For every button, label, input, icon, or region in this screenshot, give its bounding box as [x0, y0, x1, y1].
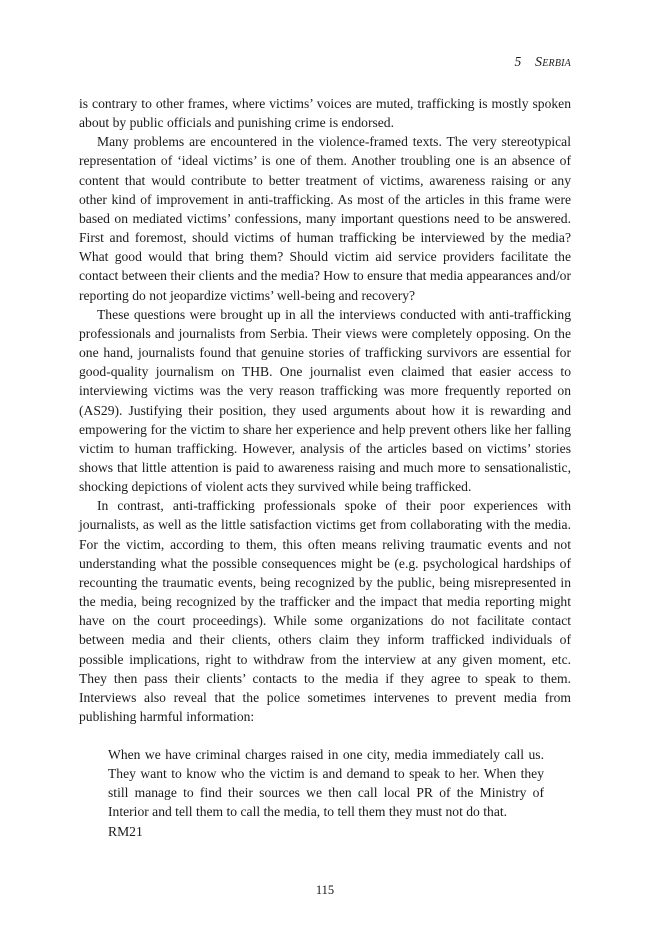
running-head — [515, 54, 572, 71]
chapter-title: Serbia — [535, 55, 571, 70]
body-text — [79, 94, 571, 726]
paragraph: These questions were brought up in all the interviews conducted with anti-trafficking professionals and journalists from Serbia. Their views were completely opposing. On the one hand, journalists found that genuine stories of trafficking survivors are essential for good-quality journalism on THB. One journalist even claimed that easier access to interviewing victims was the very reason trafficking was more frequently reported on (AS29). Justifying their position, they used arguments about how it is rewarding and empowering for the victim to share her experience and help prevent others like her falling victim to human trafficking. However, analysis of the articles based on victims’ stories shows that little attention is paid to awareness raising and much more to sensationalistic, shocking depictions of violent acts they survived while being trafficked. — [79, 306, 571, 495]
chapter-number: 5 — [514, 54, 522, 69]
page-number: 115 — [315, 883, 335, 897]
quote-source: RM21 — [108, 823, 143, 839]
paragraph-continued: is contrary to other frames, where victims’ voices are muted, trafficking is mostly spoken about by public officials and punishing crime is endorsed. — [79, 96, 571, 131]
quote-text: When we have criminal charges raised in one city, media immediately call us. They want to know who the victim is and demand to speak to her. When they still manage to find their sources we then call local PR of the Ministry of Interior and tell them to call the media, to tell them they must not do that. — [108, 747, 544, 820]
paragraph: In contrast, anti-trafficking professionals spoke of their poor experiences with journalists, as well as the little satisfaction victims get from collaborating with the media. For the victim, according to them, this often means reliving traumatic events and not understanding what the possible consequences might be (e.g. psychological hardships of recounting the traumatic events, being recognized by the public, being misrepresented in the media, being recognized by the trafficker and the impact that media reporting might have on the court proceedings). While some organizations do not facilitate contact between media and their clients, others claim they inform trafficked individuals of possible implications, right to withdraw from the interview at any given moment, etc. They then pass their clients’ contacts to the media if they agree to speak to them. Interviews also reveal that the police sometimes intervenes to prevent media from publishing harmful information: — [79, 498, 571, 724]
block-quote — [108, 745, 544, 841]
paragraph: Many problems are encountered in the violence-framed texts. The very stereotypical representation of ‘ideal victims’ is one of them. Another troubling one is an absence of content that would contribute to better treatment of victims, awareness raising or any other kind of improvement in anti-trafficking. As most of the articles in this frame were based on mediated victims’ confessions, many important questions need to be answered. First and foremost, should victims of human trafficking be interviewed by the media? What good would that bring them? Should victim aid service providers facilitate the contact between their clients and the media? How to ensure that media appearances and/or reporting do not jeopardize victims’ well-being and recovery? — [79, 134, 571, 303]
